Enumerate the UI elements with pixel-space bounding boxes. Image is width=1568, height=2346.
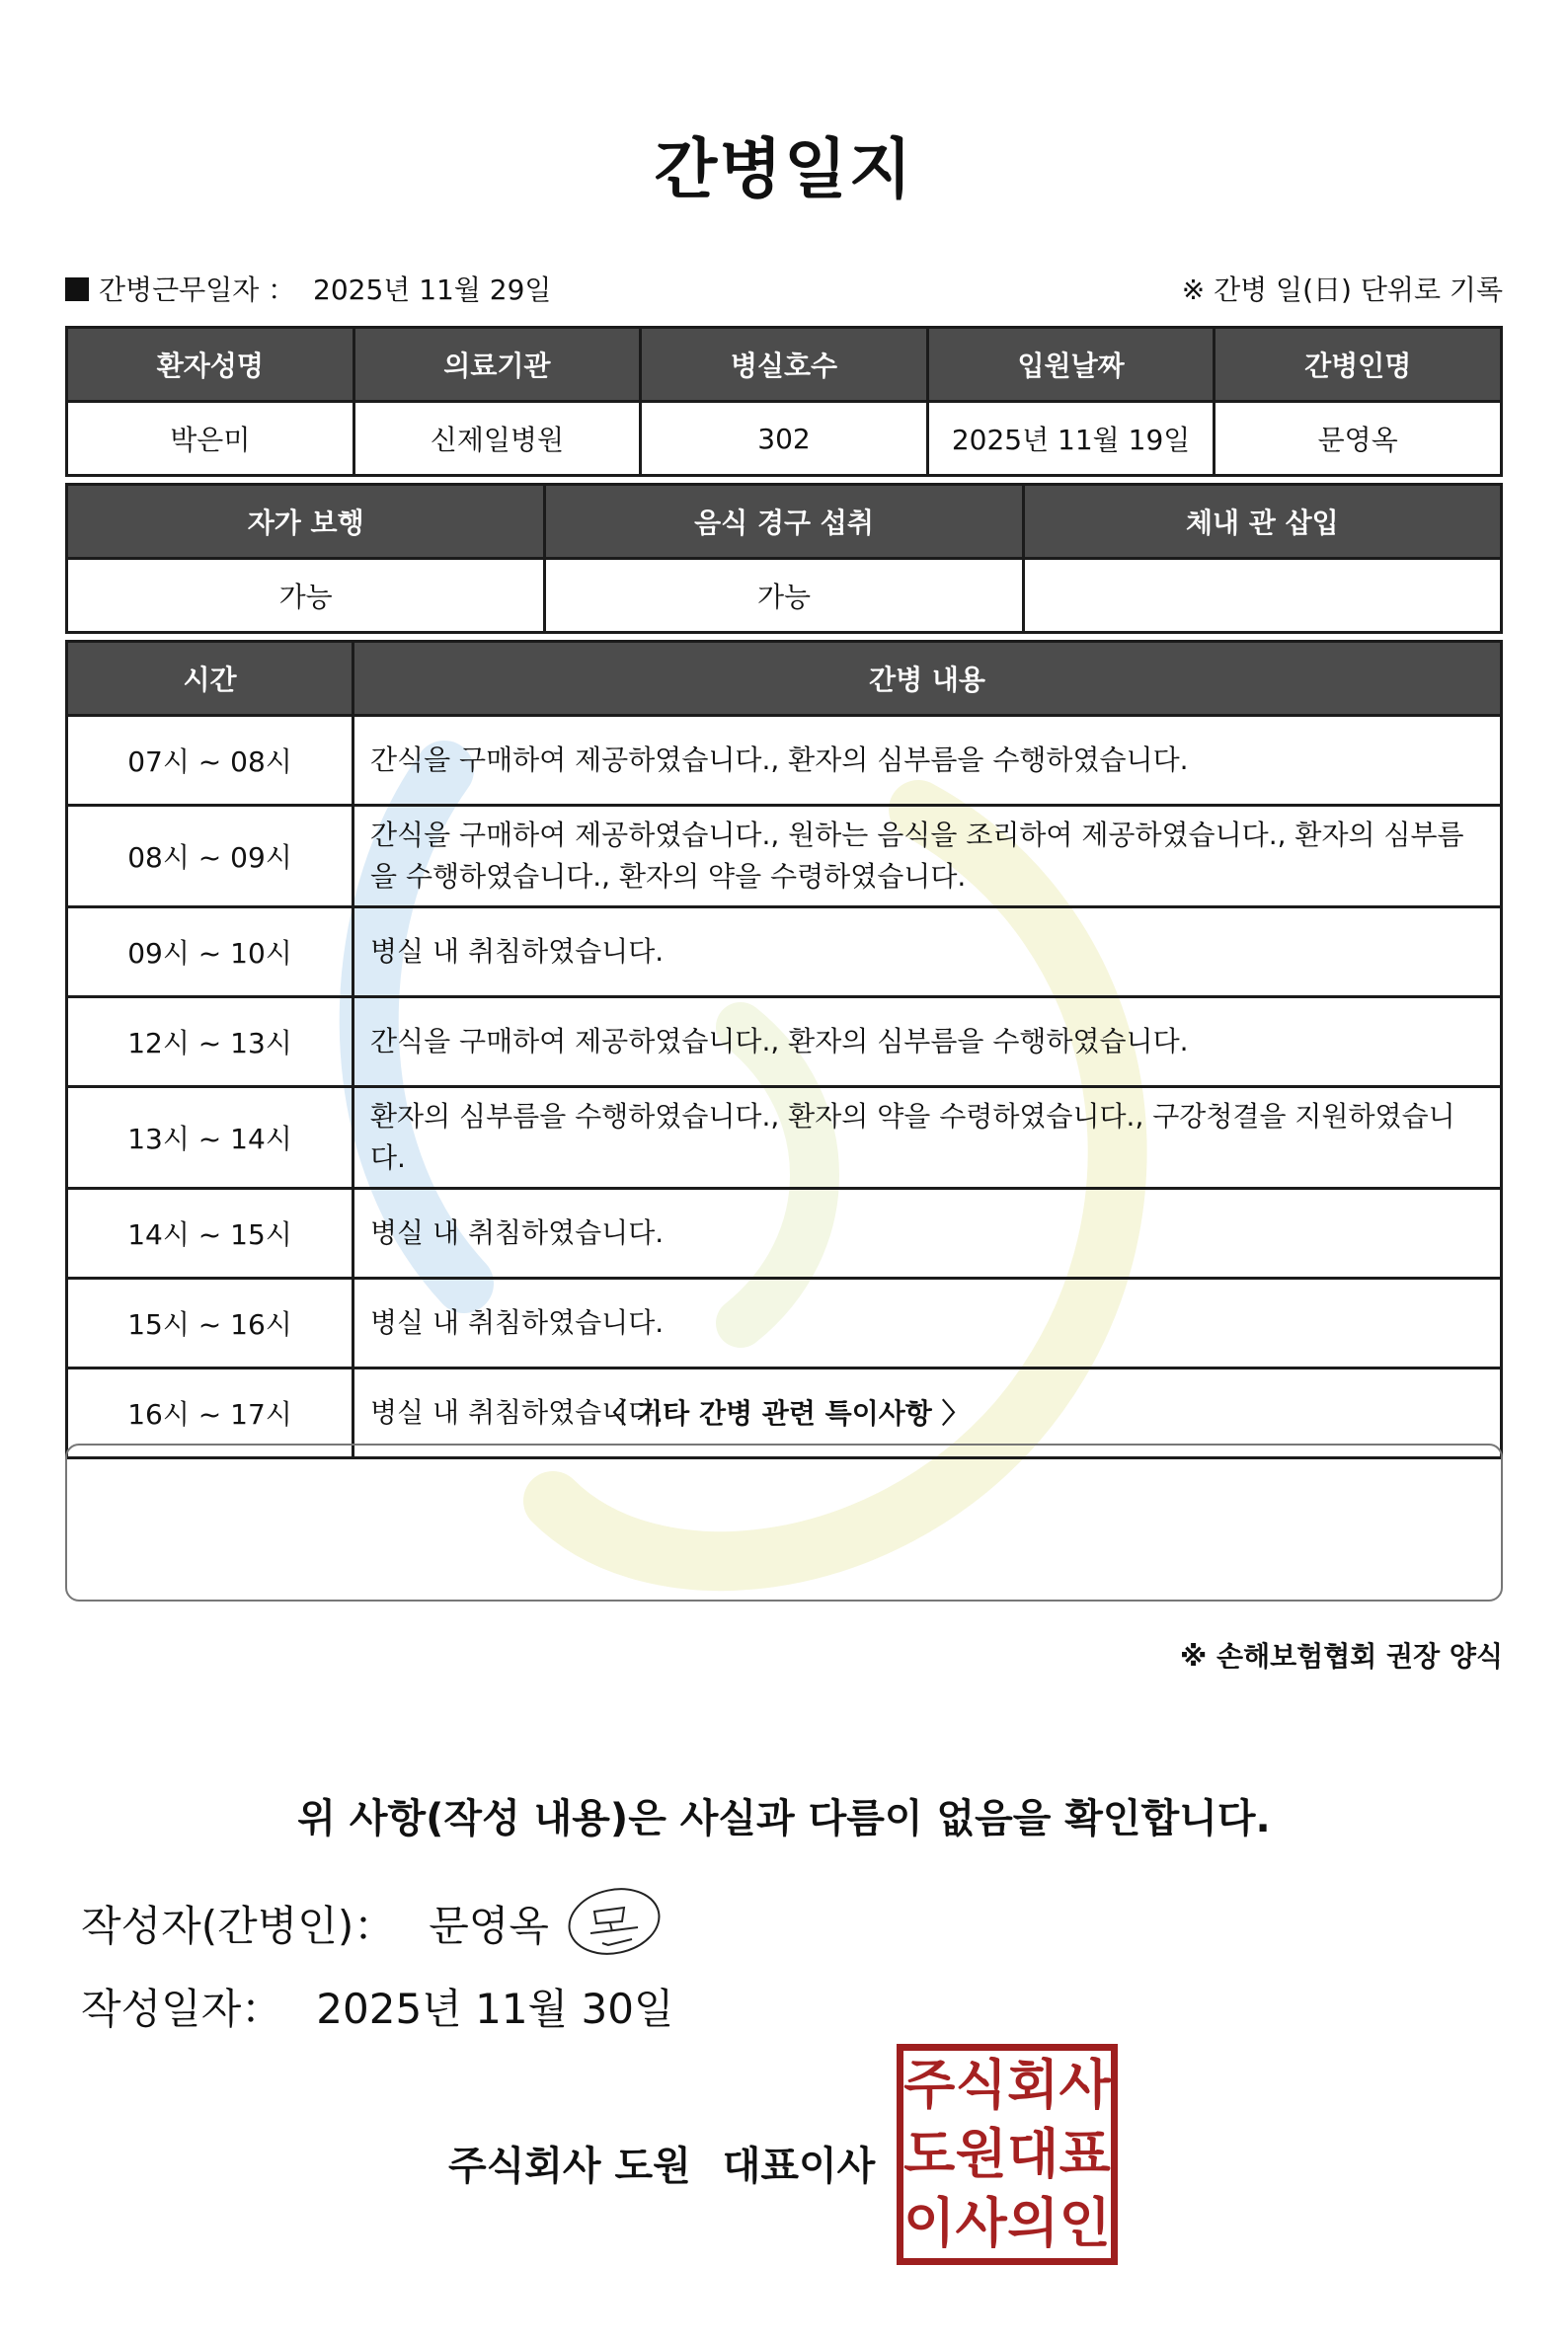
remarks-box [65,1444,1503,1602]
header-care-content: 간병 내용 [353,642,1502,716]
page-title: 간병일지 [654,131,914,207]
room-number: 302 [641,402,928,476]
written-date-value: 2025년 11월 30일 [316,1985,674,2033]
company-name: 주식회사 도원 [448,2144,691,2189]
table-row [67,1087,1502,1189]
log-content: 병실 내 취침하였습니다. [353,1279,1502,1368]
self-walking-value: 가능 [67,559,545,633]
log-time: 09시 ~ 10시 [67,907,353,997]
status-value-row [67,559,1502,633]
patient-info-table [65,326,1503,477]
written-date-label: 작성일자： [81,1985,283,2033]
header-patient-name: 환자성명 [67,328,354,402]
square-bullet-icon [65,277,89,301]
written-date-line [81,1977,674,2036]
info-header-row [67,328,1502,402]
table-row [67,997,1502,1087]
table-row [67,1189,1502,1279]
tube-insertion-value [1023,559,1501,633]
table-row [67,907,1502,997]
admission-date: 2025년 11월 19일 [927,402,1215,476]
log-content: 병실 내 취침하였습니다. [353,1189,1502,1279]
header-time: 시간 [67,642,353,716]
log-time: 07시 ~ 08시 [67,716,353,806]
company-seal-stamp: 주 식 회 사 도 원 대 표 이 사 의 인 [897,2044,1118,2265]
log-content: 병실 내 취침하였습니다. [353,907,1502,997]
writer-name: 문영옥 [429,1902,549,1950]
table-row [67,716,1502,806]
hospital-name: 신제일병원 [353,402,641,476]
log-content: 간식을 구매하여 제공하였습니다., 환자의 심부름을 수행하였습니다. [353,716,1502,806]
log-time: 08시 ~ 09시 [67,806,353,907]
header-admission-date: 입원날짜 [927,328,1215,402]
table-row [67,1279,1502,1368]
confirmation-statement: 위 사항(작성 내용)은 사실과 다름이 없음을 확인합니다. [297,1796,1271,1841]
patient-status-table [65,483,1503,634]
header-room: 병실호수 [641,328,928,402]
log-content: 간식을 구매하여 제공하였습니다., 원하는 음식을 조리하여 제공하였습니다., 환자의 심부름을 수행하였습니다., 환자의 약을 수령하였습니다. [353,806,1502,907]
log-header-row [67,642,1502,716]
company-line [448,2135,875,2191]
care-log-table [65,640,1503,1459]
oral-intake-value: 가능 [545,559,1023,633]
patient-name: 박은미 [67,402,354,476]
writer-line [81,1894,549,1953]
header-caregiver: 간병인명 [1215,328,1502,402]
info-value-row [67,402,1502,476]
header-self-walking: 자가 보행 [67,485,545,559]
log-time: 15시 ~ 16시 [67,1279,353,1368]
caregiver-name: 문영옥 [1215,402,1502,476]
form-note: ※ 손해보험협회 권장 양식 [1180,1640,1503,1673]
log-content: 간식을 구매하여 제공하였습니다., 환자의 심부름을 수행하였습니다. [353,997,1502,1087]
work-date-value: 2025년 11월 29일 [313,274,552,306]
writer-label: 작성자(간병인)： [81,1902,396,1950]
log-time: 13시 ~ 14시 [67,1087,353,1189]
representative-title: 대표이사 [722,2144,876,2189]
header-hospital: 의료기관 [353,328,641,402]
header-oral-intake: 음식 경구 섭취 [545,485,1023,559]
log-time: 12시 ~ 13시 [67,997,353,1087]
log-time: 16시 ~ 17시 [67,1368,353,1458]
work-date [65,269,551,308]
work-date-label: 간병근무일자 ： [99,274,296,306]
handwritten-signature [563,1874,671,1963]
log-time: 14시 ~ 15시 [67,1189,353,1279]
status-header-row [67,485,1502,559]
log-content: 병실 내 취침하였습니다. [353,1368,1502,1458]
unit-note: ※ 간병 일(日) 단위로 기록 [1181,274,1503,306]
remarks-title: 〈 기타 간병 관련 특이사항 〉 [598,1397,970,1430]
table-row [67,806,1502,907]
header-tube-insertion: 체내 관 삽입 [1023,485,1501,559]
log-content: 환자의 심부름을 수행하였습니다., 환자의 약을 수령하였습니다., 구강청결을 지원하였습니다. [353,1087,1502,1189]
